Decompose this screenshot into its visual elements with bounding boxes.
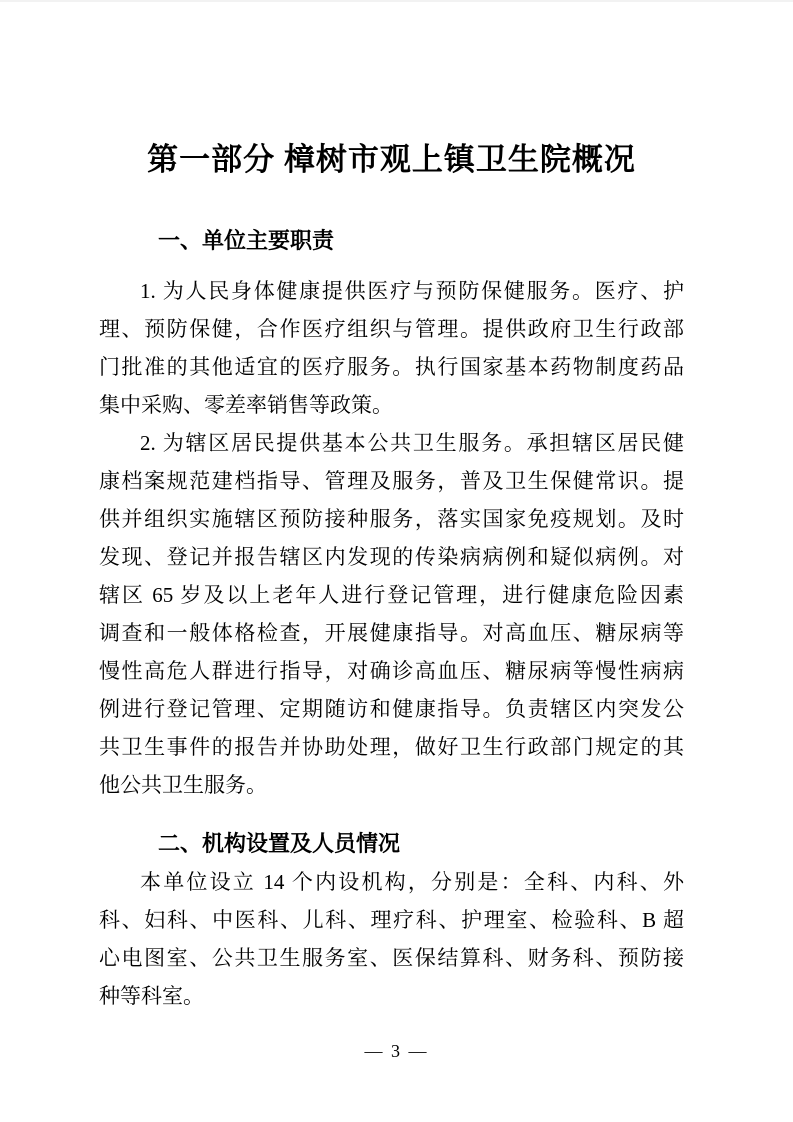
section-unit-duties [99, 222, 684, 804]
text-line: 发现、登记并报告辖区内发现的传染病病例和疑似病例。对 [99, 545, 684, 569]
page-content [99, 0, 684, 1015]
section-organization-staffing [99, 825, 684, 1015]
page-title: 第一部分 樟树市观上镇卫生院概况 [147, 142, 636, 177]
text-line: 理、预防保健，合作医疗组织与管理。提供政府卫生行政部 [99, 317, 684, 341]
section-heading-unit-duties: 一、单位主要职责 [158, 228, 335, 253]
text-line: 康档案规范建档指导、管理及服务，普及卫生保健常识。提 [99, 469, 684, 493]
text-line: 门批准的其他适宜的医疗服务。执行国家基本药物制度药品 [99, 355, 684, 379]
paragraph-medical-services [99, 272, 684, 424]
text-line: 集中采购、零差率销售等政策。 [99, 393, 393, 417]
text-line: 供并组织实施辖区预防接种服务，落实国家免疫规划。及时 [99, 507, 684, 531]
paragraph-public-health-services [99, 424, 684, 804]
text-line: 他公共卫生服务。 [99, 773, 267, 797]
text-line: 调查和一般体格检查，开展健康指导。对高血压、糖尿病等 [99, 621, 684, 645]
text-line: 慢性高危人群进行指导，对确诊高血压、糖尿病等慢性病病 [99, 659, 684, 683]
page-number: — 3 — [364, 1041, 429, 1061]
paragraph-internal-departments [99, 863, 684, 1015]
text-line: 2. 为辖区居民提供基本公共卫生服务。承担辖区居民健 [140, 431, 684, 455]
section-heading-organization-staffing: 二、机构设置及人员情况 [158, 831, 401, 856]
text-line: 科、妇科、中医科、儿科、理疗科、护理室、检验科、B 超 [99, 908, 684, 932]
text-line: 1. 为人民身体健康提供医疗与预防保健服务。医疗、护 [140, 279, 684, 303]
text-line: 心电图室、公共卫生服务室、医保结算科、财务科、预防接 [99, 946, 684, 970]
text-line: 辖区 65 岁及以上老年人进行登记管理，进行健康危险因素 [99, 583, 684, 607]
text-line: 例进行登记管理、定期随访和健康指导。负责辖区内突发公 [99, 697, 684, 721]
text-line: 本单位设立 14 个内设机构，分别是：全科、内科、外 [140, 870, 684, 894]
text-line: 共卫生事件的报告并协助处理，做好卫生行政部门规定的其 [99, 735, 684, 759]
text-line: 种等科室。 [99, 984, 204, 1008]
